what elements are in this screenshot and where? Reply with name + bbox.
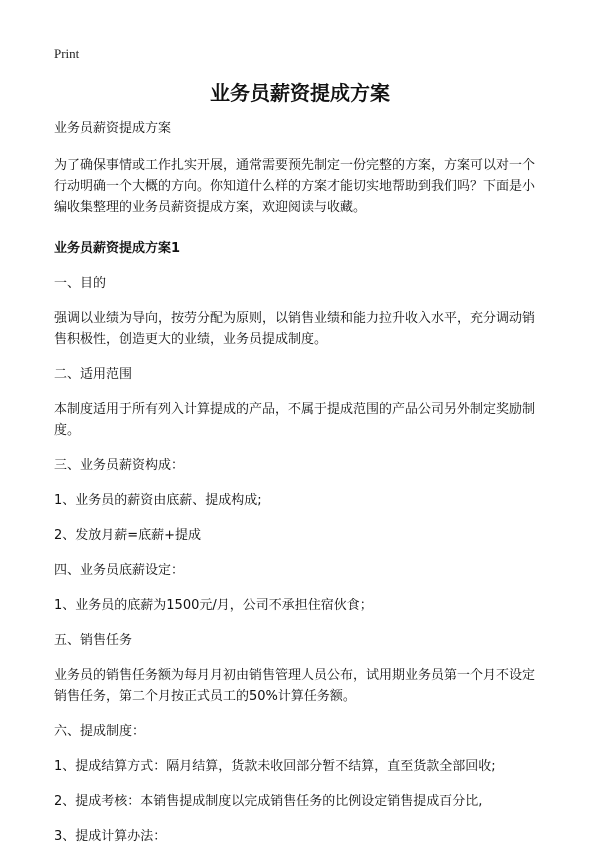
document-title: 业务员薪资提成方案 xyxy=(210,81,390,105)
heading-1: 一、目的 xyxy=(54,276,107,291)
subtitle: 业务员薪资提成方案 xyxy=(54,121,172,136)
heading-6: 六、提成制度： xyxy=(54,724,146,739)
paragraph-5: 业务员的销售任务额为每月月初由销售管理人员公布，试用期业务员第一个月不设定销售任务，第二个月按正式员工的50%计算任务额。 xyxy=(54,668,536,704)
paragraph-6-3: 3、提成计算办法： xyxy=(54,829,167,844)
paragraph-6-1: 1、提成结算方式：隔月结算，货款未收回部分暂不结算，直至货款全部回收; xyxy=(54,759,496,774)
heading-5: 五、销售任务 xyxy=(54,633,133,648)
paragraph-3-2: 2、发放月薪=底薪+提成 xyxy=(54,528,202,543)
paragraph-6-2: 2、提成考核：本销售提成制度以完成销售任务的比例设定销售提成百分比, xyxy=(54,794,483,809)
paragraph-3-1: 1、业务员的薪资由底薪、提成构成; xyxy=(54,493,262,508)
heading-2: 二、适用范围 xyxy=(54,367,133,382)
heading-3: 三、业务员薪资构成： xyxy=(54,458,185,473)
paragraph-1: 强调以业绩为导向，按劳分配为原则，以销售业绩和能力拉升收入水平，充分调动销售积极性，创造更大的业绩，业务员提成制度。 xyxy=(54,311,536,347)
intro-paragraph: 为了确保事情或工作扎实开展，通常需要预先制定一份完整的方案，方案可以对一个行动明确一个大概的方向。你知道什么样的方案才能切实地帮助到我们吗？下面是小编收集整理的业务员薪资提成方案，欢迎阅读与收藏。 xyxy=(54,158,536,215)
paragraph-2: 本制度适用于所有列入计算提成的产品，不属于提成范围的产品公司另外制定奖励制度。 xyxy=(54,402,536,438)
print-link[interactable]: Print xyxy=(54,46,80,61)
section-1-title: 业务员薪资提成方案1 xyxy=(54,241,181,256)
heading-4: 四、业务员底薪设定： xyxy=(54,563,185,578)
paragraph-4-1: 1、业务员的底薪为1500元/月，公司不承担住宿伙食； xyxy=(54,598,373,613)
document-body xyxy=(54,118,546,847)
